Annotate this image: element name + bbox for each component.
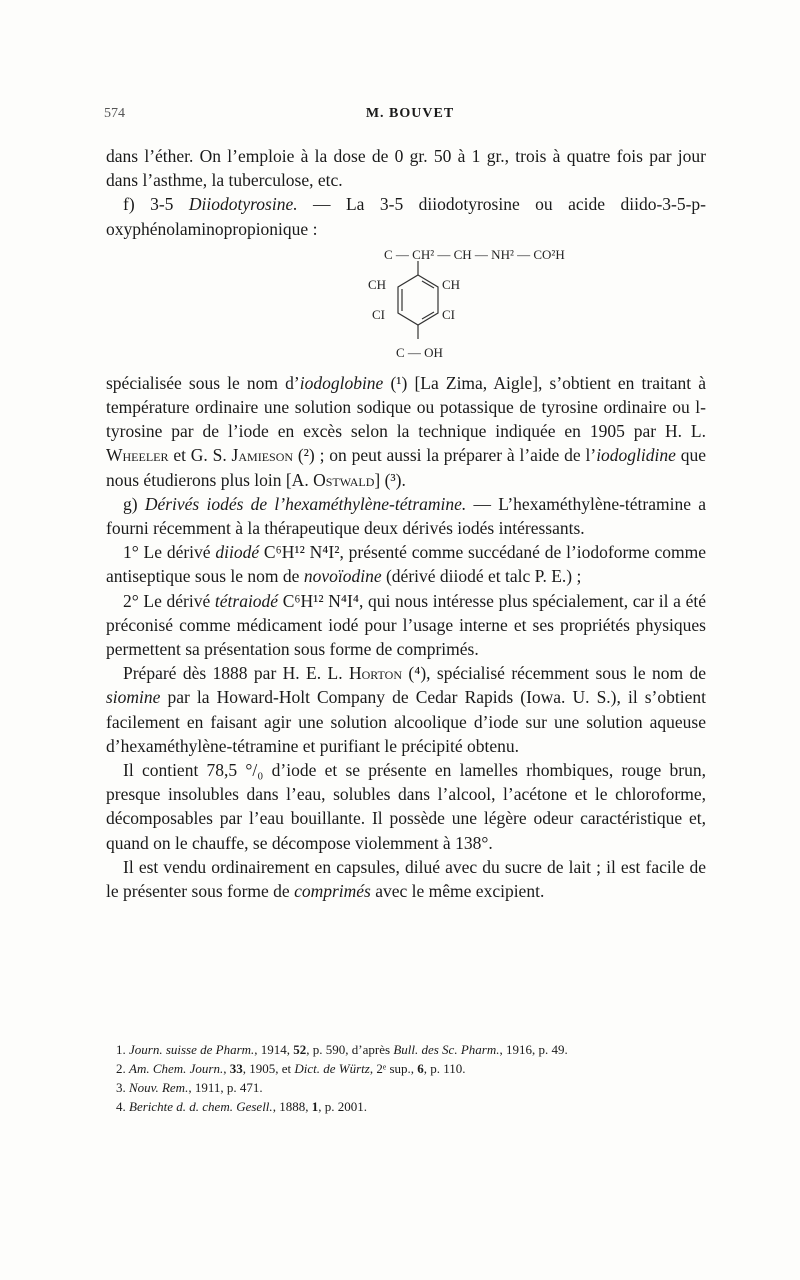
text: 2° Le dérivé bbox=[123, 590, 215, 611]
text: — La 3-5 diiodotyrosine ou acide diido-3-5-p-oxyphénolaminopropionique : bbox=[106, 194, 707, 239]
text: , 1916, p. 49. bbox=[499, 1042, 568, 1057]
italic-text: Diiodotyrosine. bbox=[188, 194, 298, 215]
bold-text: 6 bbox=[417, 1061, 424, 1076]
formula-right-top: CH bbox=[442, 276, 461, 292]
paragraph bbox=[106, 371, 706, 492]
footnote bbox=[116, 1078, 706, 1097]
italic-text: novoïodine bbox=[303, 566, 382, 587]
text: 4. bbox=[116, 1099, 129, 1114]
text: par la Howard-Holt Company de Cedar Rapids (Iowa. U. S.), il s’obtient facilement en faisant agir une solution alcoolique d’iode sur une solution aqueuse d’hexaméthylène-tétramine et purifiant le précipité obtenu. bbox=[106, 687, 706, 756]
text: , 2ᵉ sup., bbox=[369, 1061, 418, 1076]
italic-text: Journ. suisse de Pharm. bbox=[129, 1042, 255, 1057]
italic-text: Am. Chem. Journ. bbox=[129, 1061, 224, 1076]
italic-text: iodoglobine bbox=[299, 372, 384, 393]
text: g) bbox=[123, 493, 145, 514]
italic-text: iodoglidine bbox=[596, 445, 676, 466]
text: spécialisée sous le nom d’ bbox=[106, 372, 300, 393]
footnote bbox=[116, 1059, 706, 1078]
text: , 1888, bbox=[272, 1099, 312, 1114]
text: (²) ; on peut aussi la préparer à l’aide de l’ bbox=[293, 445, 597, 466]
text: Préparé dès 1888 par H. E. L. bbox=[123, 663, 349, 684]
text: , p. 110. bbox=[423, 1061, 466, 1076]
text: C⁶H¹² N⁴I⁴, qui nous intéresse plus spécialement, car il a été préconisé comme médicament iodé pour l’usage interne et ses propriétés physiques permettent sa présentation sous forme de comprimés. bbox=[106, 590, 706, 660]
text: avec le même excipient. bbox=[370, 881, 545, 902]
text: 2. bbox=[116, 1061, 129, 1076]
paragraph bbox=[106, 192, 706, 240]
formula-left-top: CH bbox=[368, 276, 387, 292]
italic-text: Dict. de Würtz bbox=[294, 1061, 370, 1076]
running-head: M. BOUVET bbox=[365, 106, 455, 121]
text: que nous étudierons plus loin [A. bbox=[106, 445, 706, 490]
text: C⁶H¹² N⁴I², présenté comme succédané de l’iodoforme comme antiseptique sous le nom de bbox=[106, 542, 706, 587]
paragraph bbox=[106, 492, 706, 540]
text: , p. 2001. bbox=[318, 1099, 367, 1114]
italic-text: siomine bbox=[106, 687, 161, 708]
italic-text: Berichte d. d. chem. Gesell. bbox=[129, 1099, 273, 1114]
text: 3. bbox=[116, 1080, 129, 1095]
text: (dérivé diiodé et talc P. E.) ; bbox=[381, 566, 582, 587]
paragraph bbox=[106, 540, 706, 588]
text: , 1905, et bbox=[242, 1061, 295, 1076]
italic-text: Bull. des Sc. Pharm. bbox=[393, 1042, 500, 1057]
italic-text: tétraiodé bbox=[214, 590, 279, 611]
text: , bbox=[223, 1061, 230, 1076]
italic-text: diiodé bbox=[215, 542, 260, 563]
text: , 1914, bbox=[254, 1042, 294, 1057]
footnotes bbox=[116, 1040, 706, 1116]
italic-text: Nouv. Rem. bbox=[129, 1080, 189, 1095]
page-header bbox=[100, 106, 720, 128]
bold-text: 33 bbox=[229, 1061, 243, 1076]
paragraph bbox=[106, 758, 706, 855]
paragraph bbox=[106, 855, 706, 903]
paragraph bbox=[106, 144, 706, 192]
text: Il est vendu ordinairement en capsules, dilué avec du sucre de lait ; il est facile de le présenter sous forme de bbox=[106, 856, 706, 902]
author-name: Ostwald bbox=[313, 469, 375, 490]
page-number: 574 bbox=[104, 106, 125, 121]
formula-right-bottom: CI bbox=[442, 306, 455, 322]
formula-top-chain: C — CH² — CH — NH² — CO²H bbox=[384, 246, 565, 262]
author-name: Horton bbox=[348, 663, 403, 684]
text: — L’hexaméthylène-tétramine a fourni récemment à la thérapeutique deux dérivés iodés intéressants. bbox=[106, 493, 707, 539]
body-text bbox=[106, 144, 706, 903]
italic-text: Dérivés iodés de l’hexaméthylène-tétramine. bbox=[144, 493, 467, 514]
text: f) 3-5 bbox=[123, 194, 189, 215]
text: (⁴), spécialisé récemment sous le nom de bbox=[402, 663, 706, 684]
author-name: Wheeler bbox=[106, 445, 169, 466]
text: dans l’éther. On l’emploie à la dose de 0 gr. 50 à 1 gr., trois à quatre fois par jour dans l’asthme, la tuberculose, etc. bbox=[106, 146, 706, 191]
text: ] (³). bbox=[374, 469, 406, 490]
paragraph bbox=[106, 661, 706, 758]
formula-bottom: C — OH bbox=[396, 344, 443, 360]
bold-text: 52 bbox=[293, 1042, 307, 1057]
text: , 1911, p. 471. bbox=[188, 1080, 263, 1095]
text: Il contient 78,5 °/₀ d’iode et se présente en lamelles rhombiques, rouge brun, presque insolubles dans l’eau, solubles dans l’alcool, l’acétone et le chloroforme, décomposables par l’eau bouillante. Il possède une légère odeur caractéristique et, quand on le chauffe, se décompose violemment à 138°. bbox=[106, 760, 706, 853]
chemical-formula bbox=[106, 243, 706, 367]
footnote bbox=[116, 1097, 706, 1116]
text: , p. 590, d’après bbox=[306, 1042, 394, 1057]
italic-text: comprimés bbox=[294, 881, 371, 902]
text: 1. bbox=[116, 1042, 129, 1057]
formula-left-bottom: CI bbox=[372, 306, 385, 322]
author-name: Jamieson bbox=[231, 445, 294, 466]
bold-text: 1 bbox=[311, 1099, 319, 1114]
paragraph bbox=[106, 589, 706, 662]
text: (¹) [La Zima, Aigle], s’obtient en traitant à température ordinaire une solution sodique ou potassique de tyrosine ordinaire ou l-tyrosine par de l’iode en excès selon la technique indiquée en 1905 par H. L. bbox=[106, 372, 706, 442]
text: 1° Le dérivé bbox=[123, 542, 216, 563]
text: et G. S. bbox=[168, 445, 232, 466]
footnote bbox=[116, 1040, 706, 1059]
